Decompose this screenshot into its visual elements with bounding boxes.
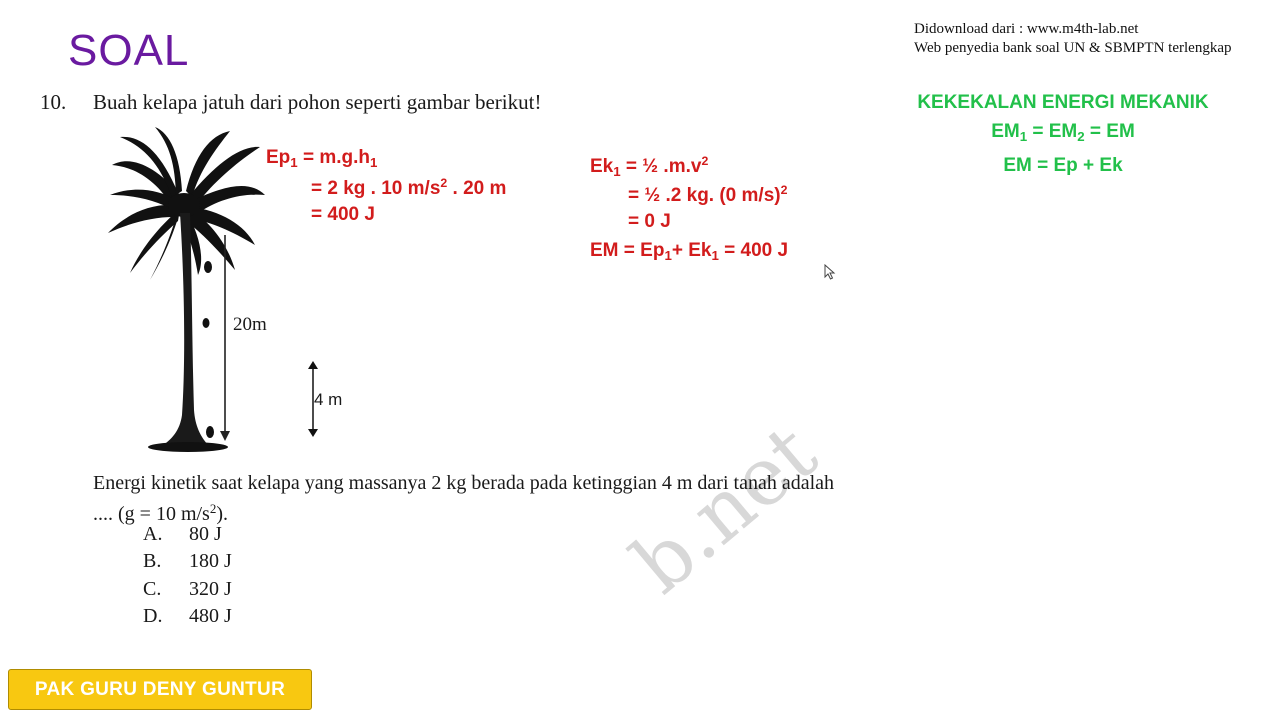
question-number: 10. <box>40 90 67 114</box>
option-value: 480 J <box>189 605 232 627</box>
option-letter: D. <box>143 605 163 627</box>
em-total: EM = $Ep_1+ Ek_1 = 400$ J <box>590 240 789 263</box>
coconut-icon <box>204 261 212 273</box>
ek-result: = 0 J <box>628 211 671 232</box>
question-body <box>93 470 834 527</box>
height-label-20m: 20m <box>233 314 267 335</box>
concept-title: KEKEKALAN ENERGI MEKANIK <box>917 92 1209 113</box>
option-b[interactable] <box>143 550 232 573</box>
source-credit <box>914 20 1231 58</box>
option-letter: C. <box>143 578 162 600</box>
option-a[interactable] <box>143 523 222 546</box>
question-body-line-2: .... (g = 10 $m/s^2$). <box>93 501 229 526</box>
presenter-badge: PAK GURU DENY GUNTUR <box>8 669 312 710</box>
option-value: 180 J <box>189 550 232 572</box>
watermark-text: b.net <box>615 406 834 612</box>
question-text: Buah kelapa jatuh dari pohon seperti gambar berikut! <box>93 90 542 114</box>
option-value: 320 J <box>189 578 232 600</box>
option-c[interactable] <box>143 578 232 601</box>
credit-line-2: Web penyedia bank soal UN & SBMPTN terlengkap <box>914 40 1232 56</box>
height-label-4m: 4 m <box>314 390 343 409</box>
page-title: SOAL <box>68 26 190 75</box>
option-letter: A. <box>143 523 163 545</box>
ep-formula: $Ep_1 = m.g.h_1$ <box>266 147 378 170</box>
ek-substitution: = ½ .2 kg. (0 m/s)$^2$ <box>628 183 788 206</box>
concept-equation-1: $EM_1 = EM_2$ = EM <box>991 121 1135 144</box>
option-value: 80 J <box>189 523 222 545</box>
mouse-cursor-icon <box>824 264 836 280</box>
ground-shadow <box>148 442 228 452</box>
option-letter: B. <box>143 550 162 572</box>
option-d[interactable] <box>143 605 232 628</box>
palm-trunk <box>160 213 210 447</box>
ek-formula: $Ek_1$ = ½ $.m.v^2$ <box>590 154 709 179</box>
coconut-icon <box>206 426 214 438</box>
credit-line-1: Didownload dari : www.m4th-lab.net <box>914 21 1139 37</box>
concept-equation-2: EM = Ep + Ek <box>1003 154 1123 176</box>
ep-result: = 400 J <box>311 204 375 225</box>
ep-substitution: = 2 kg . 10 $m/s^2$ . 20 m <box>311 176 507 199</box>
concept-box <box>900 88 1226 180</box>
coconut-icon <box>203 318 210 328</box>
arrow-head-icon <box>220 431 230 441</box>
question-body-line-1: Energi kinetik saat kelapa yang massanya 2 kg berada pada ketinggian 4 m dari tanah adalah <box>93 472 835 494</box>
